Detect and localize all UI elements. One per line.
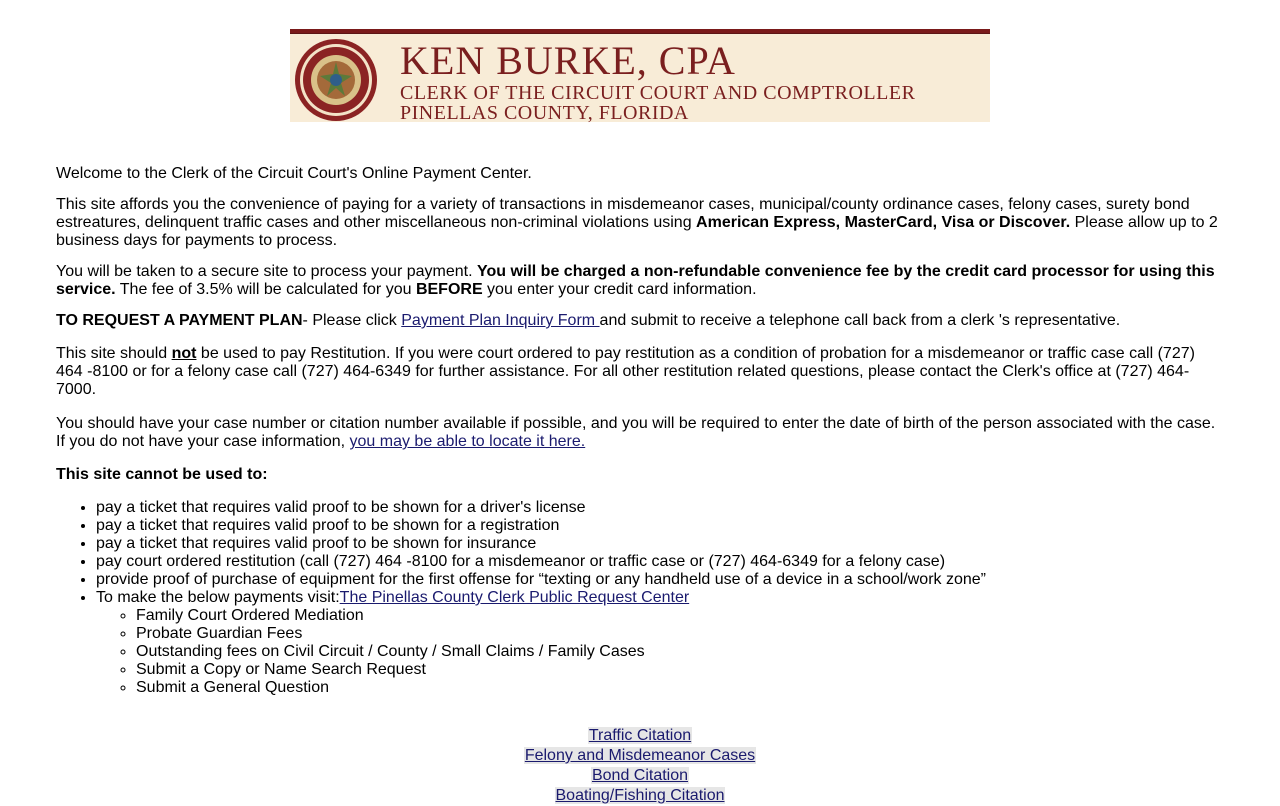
restitution-notice: [56, 345, 1226, 399]
traffic-citation-link[interactable]: Traffic Citation: [588, 727, 692, 744]
cannot-use-list: [56, 499, 1226, 697]
list-item: • pay a ticket that requires valid proof to be shown for a driver's license: [96, 499, 1226, 517]
payment-plan-click-text: - Please click: [302, 312, 402, 329]
list-item: • pay a ticket that requires valid proof to be shown for insurance: [96, 535, 1226, 553]
public-request-center-link[interactable]: The Pinellas County Clerk Public Request Center: [339, 589, 690, 606]
restitution-lead: This site should: [56, 345, 172, 362]
fee-warning: You will be charged a non-refundable convenience fee by the credit card processor for using this service.: [56, 263, 1215, 298]
clerk-title: CLERK OF THE CIRCUIT COURT AND COMPTROLLER: [400, 82, 916, 104]
clerk-name: KEN BURKE, CPA: [400, 38, 736, 83]
welcome-text: Welcome to the Clerk of the Circuit Court's Online Payment Center.: [56, 165, 532, 182]
processing-note: Please allow up to 2 business days for payments to process.: [56, 214, 1218, 249]
before-emphasis: BEFORE: [415, 281, 483, 298]
list-item: • pay court ordered restitution (call (727) 464 -8100 for a misdemeanor or traffic case or (727) 464-6349 for a felony case): [96, 553, 1226, 571]
service-description: [56, 196, 1226, 250]
clerk-header-banner: [290, 29, 990, 122]
locate-case-link[interactable]: you may be able to locate it here.: [349, 433, 586, 450]
fee-rate-text: The fee of 3.5% will be calculated for you: [115, 281, 416, 298]
case-info-text: You should have your case number or citation number available if possible, and you will be required to enter the date of birth of the person associated with the case. If you do not have your case information,: [56, 415, 1216, 450]
fee-notice: [56, 263, 1226, 299]
visit-text: To make the below payments visit:: [96, 589, 340, 606]
list-item-visit: [96, 589, 1226, 697]
felony-misdemeanor-link[interactable]: Felony and Misdemeanor Cases: [524, 747, 756, 764]
sublist-item: ◦ Probate Guardian Fees: [136, 625, 1226, 643]
case-info-notice: [56, 415, 1226, 451]
card-types: American Express, MasterCard, Visa or Discover.: [696, 214, 1071, 231]
clerk-brand: [400, 39, 915, 123]
main-content: [56, 165, 1226, 697]
fee-tail-text: you enter your credit card information.: [482, 281, 757, 298]
secure-site-text: You will be taken to a secure site to process your payment.: [56, 263, 477, 280]
payment-type-links: [0, 726, 1280, 806]
not-emphasis: not: [171, 345, 197, 362]
list-item: • pay a ticket that requires valid proof to be shown for a registration: [96, 517, 1226, 535]
boating-fishing-citation-link[interactable]: Boating/Fishing Citation: [555, 787, 725, 804]
sublist-item: ◦ Outstanding fees on Civil Circuit / County / Small Claims / Family Cases: [136, 643, 1226, 661]
sublist-item: ◦ Submit a Copy or Name Search Request: [136, 661, 1226, 679]
sublist-item: ◦ Family Court Ordered Mediation: [136, 607, 1226, 625]
public-request-sublist: [96, 607, 1226, 697]
clerk-county: PINELLAS COUNTY, FLORIDA: [400, 102, 689, 124]
payment-plan-heading: TO REQUEST A PAYMENT PLAN: [56, 312, 303, 329]
county-seal-icon: [294, 38, 378, 122]
bond-citation-link[interactable]: Bond Citation: [591, 767, 689, 784]
payment-plan-notice: [56, 312, 1226, 330]
banner-stripe: [290, 33, 990, 34]
restitution-details: be used to pay Restitution. If you were court ordered to pay restitution as a condition of probation for a misdemeanor or traffic case call (727) 464 -8100 or for a felony case call (727) 464-6349 for further assistance. For all other restitution related questions, please contact the Clerk's office at (727) 464-7000.: [56, 345, 1195, 398]
cannot-use-heading: This site cannot be used to:: [56, 466, 268, 483]
sublist-item: ◦ Submit a General Question: [136, 679, 1226, 697]
payment-plan-tail-text: and submit to receive a telephone call back from a clerk 's representative.: [599, 312, 1121, 329]
list-item: • provide proof of purchase of equipment for the first offense for “texting or any handheld use of a device in a school/work zone”: [96, 571, 1226, 589]
payment-plan-inquiry-link[interactable]: Payment Plan Inquiry Form: [401, 312, 600, 329]
service-text: This site affords you the convenience of paying for a variety of transactions in misdemeanor cases, municipal/county ordinance cases, felony cases, surety bond estreatures, delinquent traffic cases and other miscellaneous non-criminal violations using: [56, 196, 1190, 231]
